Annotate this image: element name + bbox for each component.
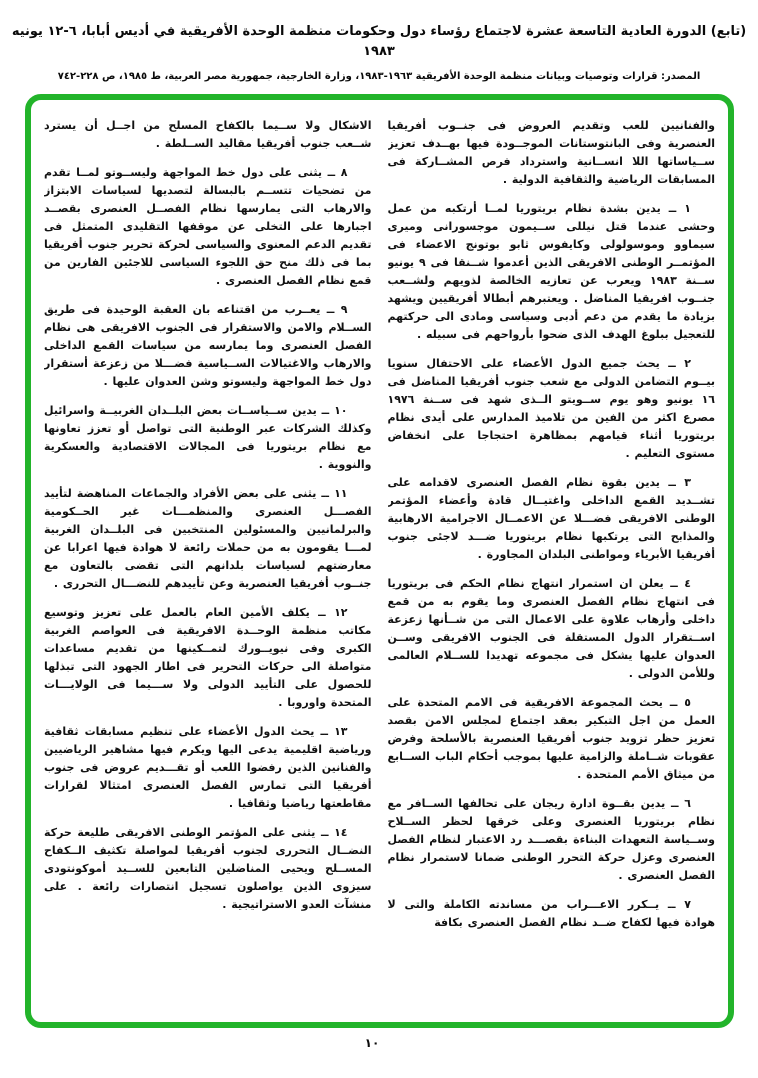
paragraph-item-8: ٨ ــ يثنى على دول خط المواجهة وليســوتو لمــا تقدم من تضحيات تتســم بالبسالة لتصديها لسياسات الابتزاز والارهاب التى يمارسها نظام الفصــل العنصرى بقصــد اجبارها على التخلى عن موقفها التقليدى المتمثل فى تقديم الدعم المعنوى والسياسى لحركة تحرير جنوب أفريقيا بما فى ذلك منح حق اللجوء السياسى للاجئين الفارين من قمع نظام الفصل العنصرى . — [44, 166, 372, 287]
paragraph-item-9: ٩ ــ يعــرب من اقتناعه بان العقبة الوحيدة فى طريق الســلام والامن والاستقرار فى الجنوب الافريقى هى نظام الفصل العنصرى وما يمارسه من سياسات القمع الداخلى والارهاب والاغتيالات الســياسية فضـــلا من زعزعة أستقرار دول خط المواجهة وليسوتو وشن العدوان عليها . — [44, 303, 372, 388]
paragraph-item-11: ١١ ــ يثنى على بعض الأفراد والجماعات المناهضة لتأييد الفصـــل العنصرى والمنظمـــات غير الحــكومية والبرلمانيين والمسئولين المنتخبين فى البلــدان الغربية لمـــا يقومون به من حملات رائعة لا هوادة فيها اعرابا عن معارضتهم لسياسات بلدانهم التى تقضى بالتعاون مع جنــوب أفريقيا العنصرية وعن تأييدهم للنضـــال التحررى . — [44, 487, 372, 590]
header-source: المصدر: قرارات وتوصيات وبيانات منظمة الوحدة الأفريقية ١٩٦٣-١٩٨٣، وزارة الخارجية، جمهورية مصر العربية، ط ١٩٨٥، ص ٢٢٨-٧٤٢ — [57, 71, 701, 82]
paragraph-item-1: ١ ــ يدين بشدة نظام بريتوريا لمــا أرتكبه من عمل وحشى عندما قتل نيللى ســيمون موجسورانى وميرى سيماوو وموسولولى وكايفوس ثابو بوتونج الاعضاء فى المؤتمــر الوطنى الافريقى الذين أعدموا شــنقا فى ٩ يونيو ســنة ١٩٨٣ ويعرب عن تعازيه الخالصة لذويهم ولشــعب جنــوب افريقيا المناضل . ويعتبرهم أبطالا أفريقيين ويشهد بزيادة ما يقدم من دعم أدبى وسياسى ومادى الى حركتهم للتعجيل ببلوغ الهدف الذى ضحوا بأرواحهم فى سبيله . — [387, 202, 715, 341]
paragraph-item-12: ١٢ ــ يكلف الأمين العام بالعمل على تعزيز وتوسيع مكاتب منظمة الوحــدة الافريقية فى العواصم الغربية الكبرى وفى نيويــورك لتمــكينها من تقديم مساعدات متواصلة الى حركات التحرير فى اطار الجهود التى تبذلها للحصول على التأييد الدولى ولا ســـيما فى الولايـــات المتحدة واوروبا . — [44, 606, 372, 709]
content-frame — [25, 94, 734, 1028]
paragraph-item-13: ١٣ ــ يحث الدول الأعضاء على تنظيم مسابقات ثقافية ورياضية اقليمية يدعى اليها ويكرم فيها مشاهير الرياضيين والفنانين الذين رفضوا اللعب أو تقـــديم عروض فى جنوب أفريقيا التى تمارس الفصل العنصرى امتثالا لقرارات مقاطعتها رياضيا وثقافيا . — [44, 725, 372, 810]
paragraph-item-4: ٤ ــ يعلن ان استمرار انتهاج نظام الحكم فى بريتوريا فى انتهاج نظام الفصل العنصرى وما يقوم به من قمع داخلى وأرهاب علاوة على الاعمال التى من شــأنها زعزعة اســتقرار الدول المستقلة فى الجنوب الافريقى وســن العدوان عليها يشكل فى مجموعه تهديدا للســلام العالمى وللأمن الدولى . — [387, 577, 715, 680]
column-right — [388, 117, 716, 1008]
paragraph-item-7-continuation: الاشكال ولا ســيما بالكفاح المسلح من اجــل أن يسترد شــعب جنوب أفريقيا مقاليد الســلطة . — [44, 119, 372, 150]
paragraph-item-14: ١٤ ــ يثنى على المؤتمر الوطنى الافريقى طليعة حركة النضــال التحررى لجنوب أفريقيا لمواصلة تكثيف الــكفاح المســلح ويحيى المناضلين التابعين للســيد أموكونتودى سيزوى الذين يواصلون تسجيل انتصارات رائعة . على منشآت العدو الاستراتيجية . — [44, 826, 372, 911]
column-left — [44, 117, 372, 1008]
paragraph-item-7: ٧ ــ يــكرر الاعـــراب من مساندته الكاملة والتى لا هوادة فيها لكفاح ضــد نظام الفصل العنصرى بكافة — [387, 898, 715, 929]
paragraph-item-6: ٦ ــ يدين بقــوة ادارة ريجان على تحالفها الســافر مع نظام بريتوريا العنصرى وعلى خرقها لحظر الســلاح وســياسة التعهدات البناءة بقصـــد رد الاعتبار لنظام الفصل العنصرى وعزل حركة التحرر الوطنى ضمانا لاستمرار نظام الفصل العنصرى . — [387, 797, 715, 882]
paragraph-item-3: ٣ ــ يدين بقوة نظام الفصل العنصرى لاقدامه على تشــديد القمع الداخلى واغتيــال قادة وأعضاء المؤتمر الوطنى الافريقى فضـــلا عن الاعمــال الاجرامية الارهابية والمذابح التى يرتكبها نظام بريتوريا ضـــد لاجئى جنوب أفريقيا الأبرياء ومواطنى البلدان المجاورة . — [387, 476, 715, 561]
page-number: ١٠ — [364, 1036, 380, 1050]
document-header — [0, 22, 758, 84]
paragraph-intro-continuation: والفنانيين للعب وتقديم العروض فى جنــوب أفريقيا العنصرية وفى البانتوستانات الموجــودة فيها بهــدف تعزيز ســياساتها اللا انســانية واسترداد فرص المشــاركة فى المسابقات الرياضية والثقافية الدولية . — [387, 119, 715, 186]
paragraph-item-5: ٥ ــ يحث المجموعة الافريقية فى الامم المتحدة على العمل من اجل التبكير بعقد اجتماع لمجلس الامن بقصد تعزيز حظر تزويد جنوب أفريقيا العنصرية بالأسلحة وفرض عقوبات شــاملة والزامية عليها بموجب أحكام الباب الســابع من ميثاق الأمم المتحدة . — [387, 696, 715, 781]
paragraph-item-2: ٢ ــ يحث جميع الدول الأعضاء على الاحتفال سنويا بيــوم التضامن الدولى مع شعب جنوب أفريقيا المناضل فى ١٦ يونيو وهو يوم ســويتو الــذى شهد فى ســنة ١٩٧٦ مصرع اكثر من الفين من تلاميذ المدارس على أيدى نظام بريتوريا أثناء قيامهم بمظاهرة احتجاجا على انخفاض مستوى التعليم . — [387, 357, 715, 460]
header-title: (تابع) الدورة العادية التاسعة عشرة لاجتماع رؤساء دول وحكومات منظمة الوحدة الأفريقية في أديس أبابا، ٦-١٢ يونيه ١٩٨٣ — [11, 24, 747, 59]
paragraph-item-10: ١٠ ــ يدين ســياســات بعض البلــدان الغربيــة واسرائيل وكذلك الشركات عبر الوطنية التى تواصل أو تعزز تعاونها مع نظام بريتوريا فى المجالات الاقتصادية والعسكرية والنووية . — [44, 404, 372, 471]
